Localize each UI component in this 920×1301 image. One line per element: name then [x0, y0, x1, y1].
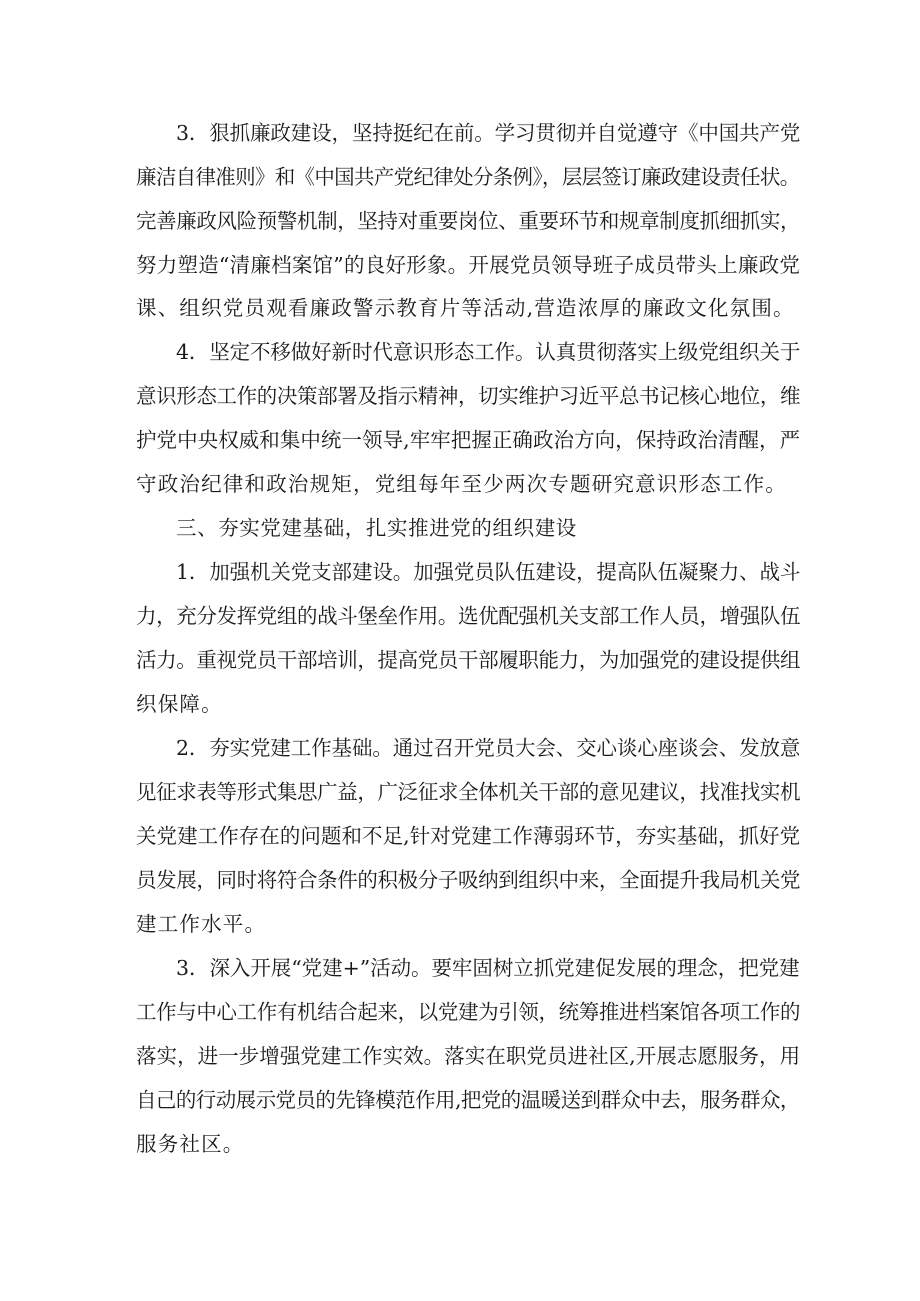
text-line: 2．夯实党建工作基础。通过召开党员大会、交心谈心座谈会、发放意: [176, 736, 801, 760]
text-line: 课、组织党员观看廉政警示教育片等活动,营造浓厚的廉政文化氛围。: [136, 296, 795, 320]
text-line: 关党建工作存在的问题和不足,针对党建工作薄弱环节，夯实基础，抓好党: [136, 824, 801, 848]
text-line: 落实，进一步增强党建工作实效。落实在职党员进社区,开展志愿服务，用: [136, 1044, 801, 1068]
text-line: 活力。重视党员干部培训，提高党员干部履职能力，为加强党的建设提供组: [136, 648, 801, 672]
text-line: 意识形态工作的决策部署及指示精神，切实维护习近平总书记核心地位，维: [136, 384, 801, 408]
text-line: 见征求表等形式集思广益，广泛征求全体机关干部的意见建议，找准找实机: [136, 780, 801, 804]
text-line: 建工作水平。: [136, 912, 267, 936]
text-line: 努力塑造“清廉档案馆”的良好形象。开展党员领导班子成员带头上廉政党: [136, 253, 801, 277]
text-line: 1．加强机关党支部建设。加强党员队伍建设，提高队伍凝聚力、战斗: [176, 560, 801, 584]
text-line: 护党中央权威和集中统一领导,牢牢把握正确政治方向，保持政治清醒，严: [136, 428, 801, 452]
text-line: 4．坚定不移做好新时代意识形态工作。认真贯彻落实上级党组织关于: [176, 340, 801, 364]
text-line: 廉洁自律准则》和《中国共产党纪律处分条例》，层层签订廉政建设责任状。: [136, 165, 800, 189]
text-line: 3．深入开展“党建+”活动。要牢固树立抓党建促发展的理念，把党建: [176, 956, 800, 980]
text-line: 员发展，同时将符合条件的积极分子吸纳到组织中来，全面提升我局机关党: [136, 868, 801, 892]
text-line: 织保障。: [136, 692, 223, 716]
text-line: 完善廉政风险预警机制，坚持对重要岗位、重要环节和规章制度抓细抓实，: [136, 209, 801, 233]
text-line: 守政治纪律和政治规矩，党组每年至少两次专题研究意识形态工作。: [136, 472, 787, 496]
text-line: 自己的行动展示党员的先锋模范作用,把党的温暖送到群众中去，服务群众，: [136, 1088, 800, 1112]
section-heading: 三、夯实党建基础，扎实推进党的组织建设: [176, 516, 577, 540]
text-line: 服务社区。: [136, 1132, 245, 1156]
text-line: 工作与中心工作有机结合起来，以党建为引领，统筹推进档案馆各项工作的: [136, 1000, 801, 1024]
text-line: 3．狠抓廉政建设，坚持挺纪在前。学习贯彻并自觉遵守《中国共产党: [176, 121, 801, 145]
text-line: 力，充分发挥党组的战斗堡垒作用。选优配强机关支部工作人员，增强队伍: [136, 604, 801, 628]
